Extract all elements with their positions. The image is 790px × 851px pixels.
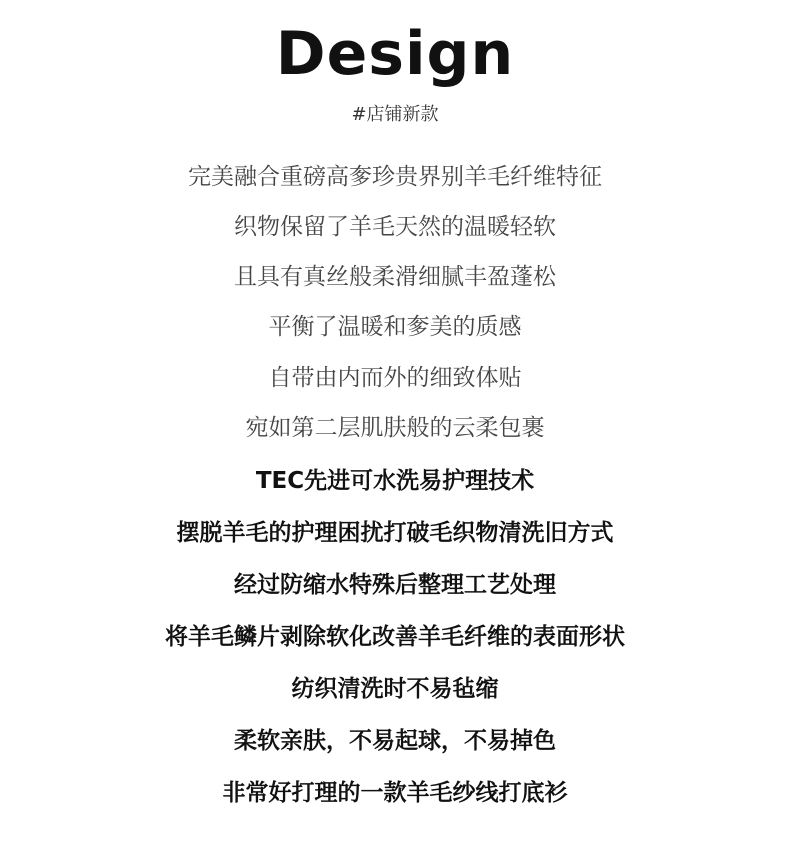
feature-line: 纺织清洗时不易毡缩 [291, 676, 499, 702]
description-line: 织物保留了羊毛天然的温暖轻软 [234, 214, 556, 240]
description-line: 平衡了温暖和奓美的质感 [268, 314, 522, 340]
feature-line: 经过防缩水特殊后整理工艺处理 [234, 572, 556, 598]
feature-line: 摆脱羊毛的护理困扰打破毛织物清洗旧方式 [176, 520, 614, 546]
description-line: 宛如第二层肌肤般的云柔包裹 [245, 415, 545, 441]
page-title: Design [275, 19, 515, 89]
feature-line: 将羊毛鳞片剥除软化改善羊毛纤维的表面形状 [165, 624, 625, 650]
description-line: 完美融合重磅高奓珍贵界别羊毛纤维特征 [188, 164, 602, 190]
store-tag: #店铺新款 [351, 104, 439, 125]
description-line: 自带由内而外的细致体贴 [268, 365, 522, 391]
feature-line: TEC先进可水洗易护理技术 [255, 468, 535, 494]
description-line: 且具有真丝般柔滑细腻丰盈蓬松 [234, 264, 556, 290]
feature-line: 非常好打理的一款羊毛纱线打底衫 [222, 780, 568, 806]
feature-line: 柔软亲肤，不易起球，不易掉色 [234, 728, 556, 754]
